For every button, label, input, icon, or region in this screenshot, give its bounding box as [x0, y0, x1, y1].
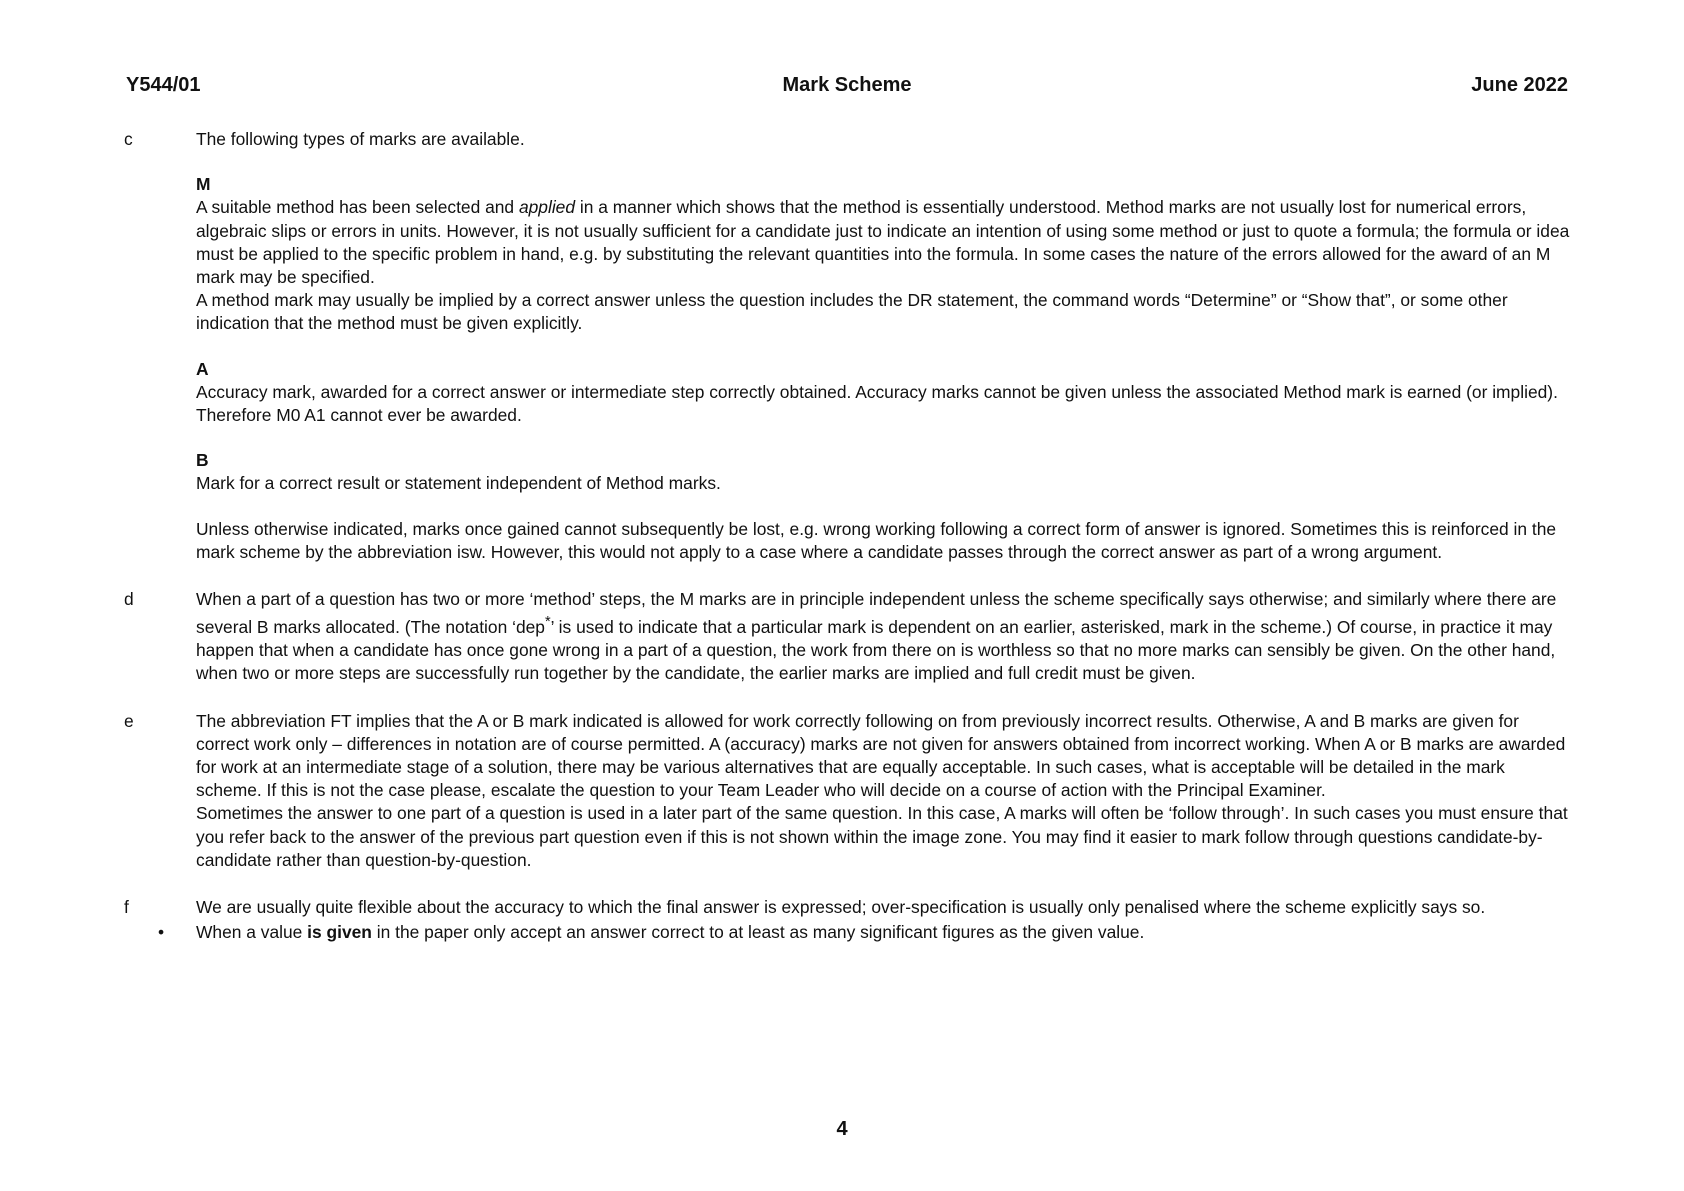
section-letter-f: f: [124, 897, 129, 918]
section-c-intro: The following types of marks are available.: [196, 129, 525, 149]
section-d-text: When a part of a question has two or more ‘method’ steps, the M marks are in principle independent unless the scheme specifically says otherwise; and similarly where there are several B marks allocated. (The notation ‘dep*’ is used to indicate that a particular mark is dependent on an earlier, asterisked, mark in the scheme.) Of course, in practice it may happen that when a candidate has once gone wrong in a part of a question, the work from there on is worthless so that no more marks can sensibly be given. On the other hand, when two or more steps are successfully run together by the candidate, the earlier marks are implied and full credit must be given.: [196, 589, 1557, 684]
mark-type-b-title: B: [196, 450, 209, 471]
page-number: 4: [836, 1118, 848, 1140]
section-letter-e: e: [124, 710, 134, 731]
exam-date: June 2022: [1471, 74, 1568, 96]
section-e: [124, 710, 1574, 872]
section-letter-d: d: [124, 589, 134, 610]
mark-type-a-description: Accuracy mark, awarded for a correct answer or intermediate step correctly obtained. Accuracy marks cannot be given unless the associated Method mark is earned (or implied). Therefore M0 A1 cannot ever be awarded.: [196, 381, 1558, 426]
section-d: [124, 588, 1574, 686]
section-e-text-2: Sometimes the answer to one part of a question is used in a later part of the same question. In this case, A marks will often be ‘follow through’. In such cases you must ensure that you refer back to the answer of the previous part question even if this is not shown within the image zone. You may find it easier to mark follow through questions candidate-by-candidate rather than question-by-question.: [196, 803, 1568, 870]
mark-type-m-description: A suitable method has been selected and applied in a manner which shows that the method is essentially understood. Method marks are not usually lost for numerical errors, algebraic slips or errors in units. However, it is not usually sufficient for a candidate just to indicate an intention of using some method or just to quote a formula; the formula or idea must be applied to the specific problem in hand, e.g. by substituting the relevant quantities into the formula. In some cases the nature of the errors allowed for the award of an M mark may be specified.: [196, 197, 1570, 288]
document-title: Mark Scheme: [782, 74, 912, 96]
marks-not-lost-note: Unless otherwise indicated, marks once gained cannot subsequently be lost, e.g. wrong working following a correct form of answer is ignored. Sometimes this is reinforced in the mark scheme by the abbreviation isw. However, this would not apply to a case where a candidate passes through the correct answer as part of a wrong argument.: [196, 518, 1557, 562]
applied-emphasis: applied: [518, 197, 576, 218]
list-item: [124, 921, 1574, 944]
bullet-icon: •: [158, 922, 165, 943]
mark-type-m-implied-note: A method mark may usually be implied by a correct answer unless the question includes the DR statement, the command words “Determine” or “Show that”, or some other indication that the method must be given explicitly.: [196, 290, 1508, 334]
section-c: [124, 128, 1574, 564]
paper-code: Y544/01: [126, 74, 201, 96]
section-f: [124, 896, 1574, 919]
page-header: [126, 74, 1568, 102]
section-f-text: We are usually quite flexible about the accuracy to which the final answer is expressed; over-specification is usually only penalised where the scheme explicitly says so.: [196, 897, 1486, 918]
mark-type-a-title: A: [196, 358, 209, 379]
asterisk-superscript: *: [544, 614, 551, 631]
mark-type-b-description: Mark for a correct result or statement independent of Method marks.: [196, 473, 721, 494]
bullet-text: When a value is given in the paper only accept an answer correct to at least as many significant figures as the given value.: [196, 922, 1145, 943]
mark-type-m-title: M: [196, 174, 211, 195]
section-e-text-1: The abbreviation FT implies that the A or B mark indicated is allowed for work correctly following on from previously incorrect results. Otherwise, A and B marks are given for correct work only – differences in notation are of course permitted. A (accuracy) marks are not given for answers obtained from incorrect working. When A or B marks are awarded for work at an intermediate stage of a solution, there may be various alternatives that are equally acceptable. In such cases, what is acceptable will be detailed in the mark scheme. If this is not the case please, escalate the question to your Team Leader who will decide on a course of action with the Principal Examiner.: [196, 710, 1566, 801]
document-body: [124, 128, 1574, 944]
section-letter-c: c: [124, 129, 133, 149]
is-given-emphasis: is given: [307, 922, 372, 943]
